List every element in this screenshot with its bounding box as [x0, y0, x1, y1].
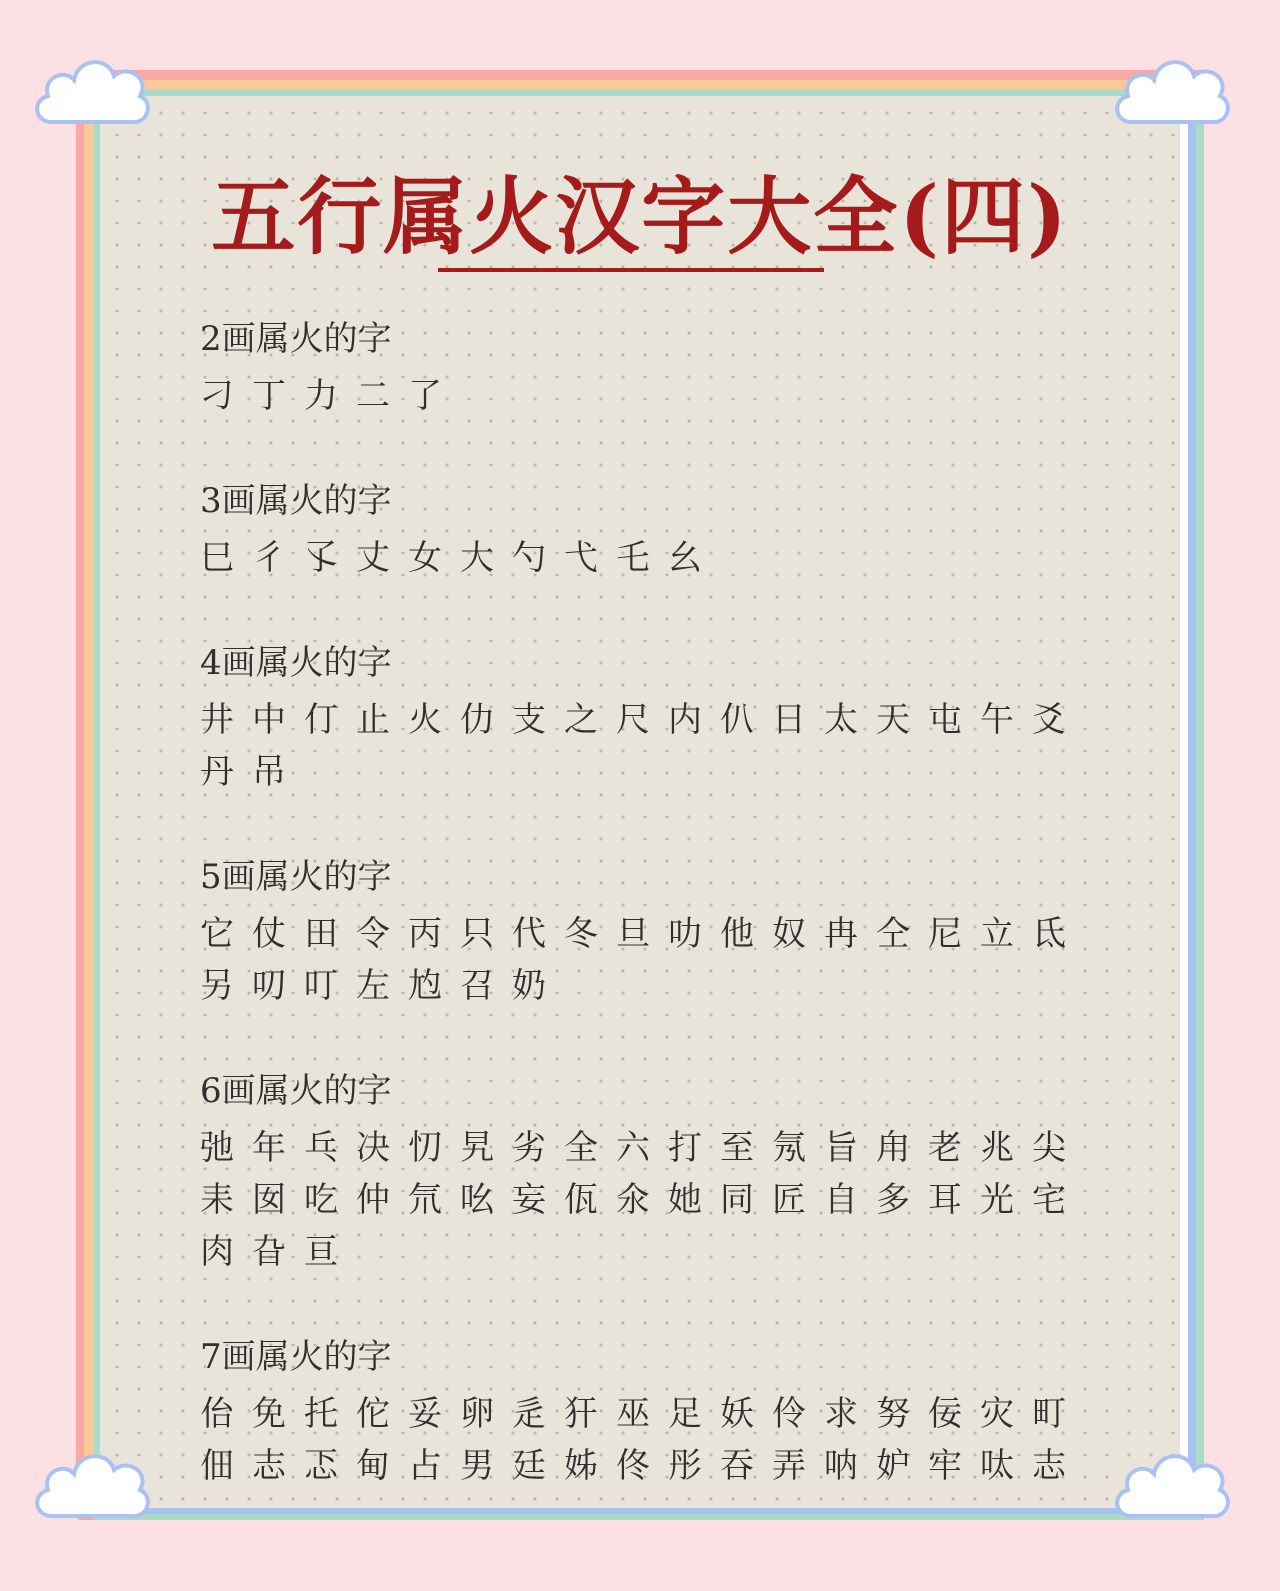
hanzi-char: 仂 [460, 700, 494, 740]
stroke-sections [200, 312, 1080, 1544]
hanzi-char: 卵 [460, 1394, 494, 1434]
hanzi-char: 努 [876, 1394, 910, 1434]
hanzi-char: 至 [720, 1128, 754, 1168]
hanzi-char: 尺 [616, 700, 650, 740]
hanzi-char: 力 [304, 376, 338, 416]
hanzi-char: 吊 [252, 752, 286, 792]
hanzi-char: 志 [1032, 1446, 1066, 1486]
hanzi-char: 犴 [564, 1394, 598, 1434]
hanzi-char: 丈 [356, 538, 390, 578]
hanzi-char: 吞 [720, 1446, 754, 1486]
hanzi-char: 匠 [772, 1180, 806, 1220]
hanzi-char: 氐 [1032, 914, 1066, 954]
stroke-section [200, 312, 1080, 422]
hanzi-char: 劣 [512, 1128, 546, 1168]
hanzi-char: 甸 [356, 1446, 390, 1486]
hanzi-char: 她 [668, 1180, 702, 1220]
section-heading: 7画属火的字 [200, 1337, 392, 1377]
hanzi-char: 止 [356, 700, 390, 740]
hanzi-char: 叮 [304, 966, 338, 1006]
hanzi-char: 氖 [772, 1128, 806, 1168]
hanzi-char: 忑 [304, 1446, 338, 1486]
hanzi-char: 老 [928, 1128, 962, 1168]
hanzi-char: 叻 [668, 914, 702, 954]
hanzi-char: 奴 [772, 914, 806, 954]
hanzi-char: 男 [460, 1446, 494, 1486]
hanzi-char: 兆 [980, 1128, 1014, 1168]
hanzi-char: 打 [668, 1128, 702, 1168]
hanzi-char: 另 [200, 966, 234, 1006]
hanzi-char: 召 [460, 966, 494, 1006]
hanzi-char: 弋 [564, 538, 598, 578]
hanzi-char: 只 [460, 914, 494, 954]
hanzi-char: 伶 [772, 1394, 806, 1434]
cloud-icon [28, 1436, 156, 1528]
hanzi-char: 町 [1032, 1394, 1066, 1434]
hanzi-char: 屯 [928, 700, 962, 740]
hanzi-char: 免 [252, 1394, 286, 1434]
hanzi-char: 它 [200, 914, 234, 954]
stroke-section [200, 1064, 1080, 1278]
hanzi-char: 火 [408, 700, 442, 740]
hanzi-char: 足 [668, 1394, 702, 1434]
hanzi-char: 妖 [720, 1394, 754, 1434]
hanzi-char: 旯 [460, 1128, 494, 1168]
hanzi-char: 呐 [824, 1446, 858, 1486]
hanzi-char: 仃 [304, 700, 338, 740]
hanzi-char: 决 [356, 1128, 390, 1168]
hanzi-char: 左 [356, 966, 390, 1006]
hanzi-char: 尼 [928, 914, 962, 954]
hanzi-char: 井 [200, 700, 234, 740]
hanzi-char: 冉 [824, 914, 858, 954]
hanzi-char: 志 [252, 1446, 286, 1486]
hanzi-char: 耳 [928, 1180, 962, 1220]
hanzi-char: 之 [564, 700, 598, 740]
hanzi-char: 灾 [980, 1394, 1014, 1434]
hanzi-char: 吃 [304, 1180, 338, 1220]
char-list [200, 908, 1084, 1012]
hanzi-char: 乇 [616, 538, 650, 578]
char-list [200, 1388, 1084, 1492]
hanzi-char: 全 [564, 1128, 598, 1168]
hanzi-char: 佃 [200, 1446, 234, 1486]
hanzi-char: 仲 [356, 1180, 390, 1220]
hanzi-char: 肉 [200, 1232, 234, 1272]
hanzi-char: 佤 [564, 1180, 598, 1220]
hanzi-char: 了 [408, 376, 442, 416]
char-list [200, 694, 1084, 798]
hanzi-char: 佗 [356, 1394, 390, 1434]
hanzi-char: 巳 [200, 538, 234, 578]
hanzi-char: 佟 [616, 1446, 650, 1486]
section-heading: 6画属火的字 [200, 1071, 392, 1111]
hanzi-char: 六 [616, 1128, 650, 1168]
hanzi-char: 廷 [512, 1446, 546, 1486]
hanzi-char: 尖 [1032, 1128, 1066, 1168]
hanzi-char: 令 [356, 914, 390, 954]
hanzi-char: 大 [460, 538, 494, 578]
hanzi-char: 佞 [928, 1394, 962, 1434]
hanzi-char: 爻 [1032, 700, 1066, 740]
char-list [200, 1122, 1084, 1278]
hanzi-char: 天 [876, 700, 910, 740]
hanzi-char: 内 [668, 700, 702, 740]
hanzi-char: 仗 [252, 914, 286, 954]
hanzi-char: 丙 [408, 914, 442, 954]
section-heading: 4画属火的字 [200, 643, 392, 683]
hanzi-char: 彤 [668, 1446, 702, 1486]
hanzi-char: 田 [304, 914, 338, 954]
hanzi-char: 氽 [616, 1180, 650, 1220]
hanzi-char: 耒 [200, 1180, 234, 1220]
hanzi-char: 宅 [1032, 1180, 1066, 1220]
hanzi-char: 支 [512, 700, 546, 740]
hanzi-char: 亘 [304, 1232, 338, 1272]
hanzi-char: 占 [408, 1446, 442, 1486]
hanzi-char: 牢 [928, 1446, 962, 1486]
hanzi-char: 勺 [512, 538, 546, 578]
hanzi-char: 幺 [668, 538, 702, 578]
hanzi-char: 孓 [304, 538, 338, 578]
hanzi-char: 太 [824, 700, 858, 740]
section-heading: 2画属火的字 [200, 319, 392, 359]
hanzi-char: 呔 [980, 1446, 1014, 1486]
hanzi-char: 奶 [512, 966, 546, 1006]
hanzi-char: 旮 [252, 1232, 286, 1272]
hanzi-char: 妒 [876, 1446, 910, 1486]
hanzi-char: 甪 [876, 1128, 910, 1168]
hanzi-char: 囡 [252, 1180, 286, 1220]
section-heading: 3画属火的字 [200, 481, 392, 521]
hanzi-char: 丁 [252, 376, 286, 416]
stroke-section [200, 636, 1080, 798]
hanzi-char: 自 [824, 1180, 858, 1220]
hanzi-char: 多 [876, 1180, 910, 1220]
hanzi-char: 仈 [720, 700, 754, 740]
hanzi-char: 旦 [616, 914, 650, 954]
hanzi-char: 代 [512, 914, 546, 954]
hanzi-char: 日 [772, 700, 806, 740]
hanzi-char: 同 [720, 1180, 754, 1220]
char-list [200, 370, 1084, 422]
hanzi-char: 彳 [252, 538, 286, 578]
page-title: 五行属火汉字大全(四) [211, 167, 1069, 266]
hanzi-char: 托 [304, 1394, 338, 1434]
hanzi-char: 佁 [200, 1394, 234, 1434]
hanzi-char: 妥 [408, 1394, 442, 1434]
hanzi-char: 弛 [200, 1128, 234, 1168]
hanzi-char: 冬 [564, 914, 598, 954]
hanzi-char: 年 [252, 1128, 286, 1168]
hanzi-char: 立 [980, 914, 1014, 954]
hanzi-char: 光 [980, 1180, 1014, 1220]
cloud-icon [28, 42, 156, 134]
hanzi-char: 刁 [200, 376, 234, 416]
hanzi-char: 二 [356, 376, 390, 416]
hanzi-char: 辵 [512, 1394, 546, 1434]
hanzi-char: 丹 [200, 752, 234, 792]
cloud-icon [1108, 42, 1236, 134]
stroke-section [200, 850, 1080, 1012]
hanzi-char: 他 [720, 914, 754, 954]
stroke-section [200, 474, 1080, 584]
hanzi-char: 妄 [512, 1180, 546, 1220]
hanzi-char: 女 [408, 538, 442, 578]
hanzi-char: 巫 [616, 1394, 650, 1434]
title-underline [438, 268, 824, 272]
stroke-section [200, 1330, 1080, 1492]
hanzi-char: 旨 [824, 1128, 858, 1168]
hanzi-char: 午 [980, 700, 1014, 740]
hanzi-char: 姊 [564, 1446, 598, 1486]
hanzi-char: 叨 [252, 966, 286, 1006]
hanzi-char: 吆 [460, 1180, 494, 1220]
cloud-icon [1108, 1436, 1236, 1528]
hanzi-char: 尥 [408, 966, 442, 1006]
section-heading: 5画属火的字 [200, 857, 392, 897]
hanzi-char: 中 [252, 700, 286, 740]
char-list [200, 532, 1084, 584]
hanzi-char: 弄 [772, 1446, 806, 1486]
hanzi-char: 忉 [408, 1128, 442, 1168]
hanzi-char: 仝 [876, 914, 910, 954]
hanzi-char: 求 [824, 1394, 858, 1434]
hanzi-char: 氘 [408, 1180, 442, 1220]
hanzi-char: 乓 [304, 1128, 338, 1168]
